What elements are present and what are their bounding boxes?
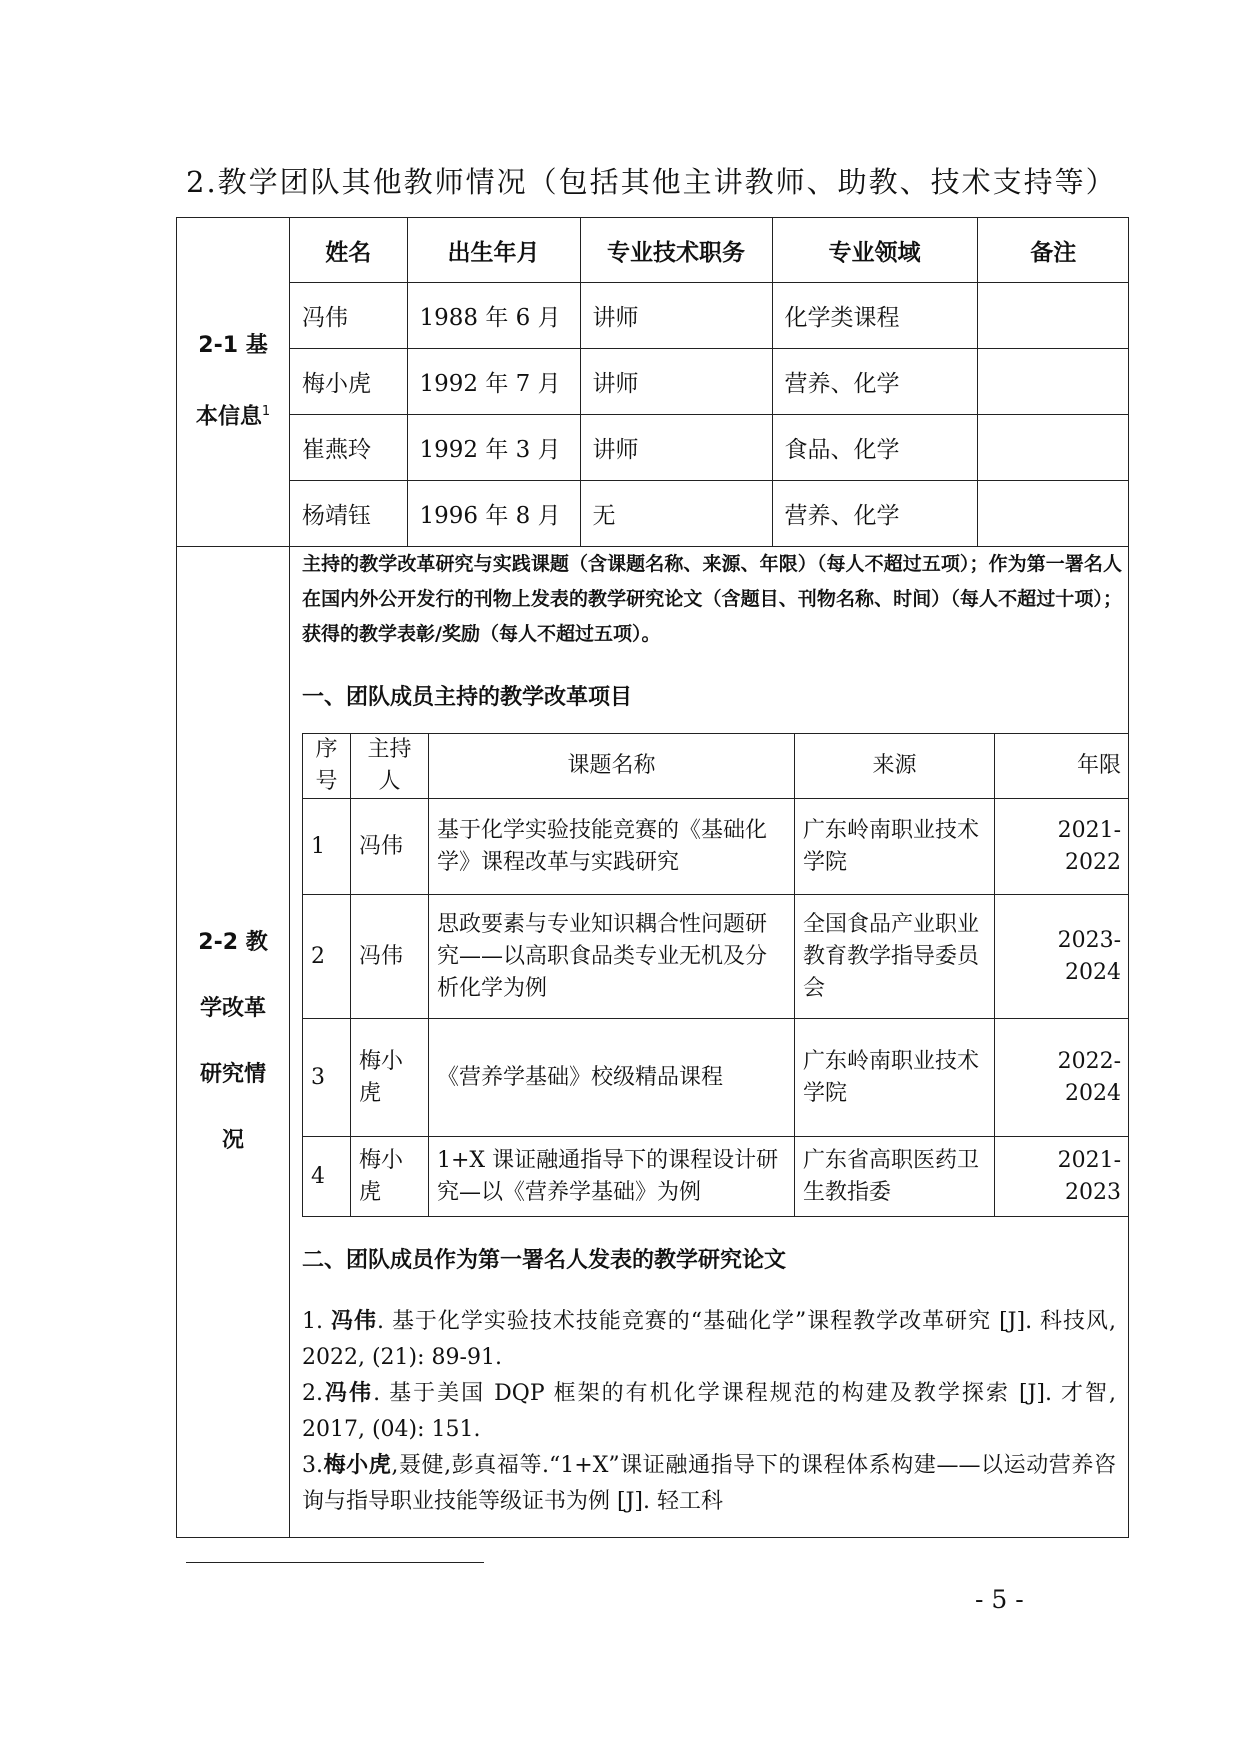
col-header-project-name: 课题名称 <box>429 734 795 799</box>
col-header-host: 主持人 <box>351 734 429 799</box>
papers-list <box>290 1304 1128 1520</box>
cell-project-name: 1+X 课证融通指导下的课程设计研究—以《营养学基础》为例 <box>429 1137 795 1217</box>
section-heading: 2.教学团队其他教师情况（包括其他主讲教师、助教、技术支持等） <box>186 165 1117 199</box>
cell-project-name: 《营养学基础》校级精品课程 <box>429 1019 795 1137</box>
col-header-field: 专业领域 <box>772 218 977 283</box>
paper-author: 梅小虎 <box>323 1453 392 1478</box>
paper-author: 冯伟 <box>330 1309 377 1334</box>
page-number: - 5 - <box>975 1585 1024 1614</box>
cell-project-name: 思政要素与专业知识耦合性问题研究——以高职食品类专业无机及分析化学为例 <box>429 895 795 1019</box>
paper-author: 冯伟 <box>323 1381 374 1406</box>
papers-title: 二、团队成员作为第一署名人发表的教学研究论文 <box>302 1248 787 1273</box>
basic-info-label-text: 2-1 基本信息 <box>195 333 268 430</box>
basic-info-label <box>177 218 290 547</box>
cell-no: 1 <box>303 799 351 895</box>
table-row <box>303 1019 1129 1137</box>
cell-source: 广东省高职医药卫生教指委 <box>795 1137 995 1217</box>
cell-no: 3 <box>303 1019 351 1137</box>
paper-citation: ,聂健,彭真福等.“1+X”课证融通指导下的课程体系构建——以运动营养咨询与指导职业技能等级证书为例 [J]. 轻工科 <box>302 1453 1116 1514</box>
table-row <box>290 481 1129 547</box>
cell-name: 杨靖钰 <box>290 481 407 547</box>
col-header-birth: 出生年月 <box>407 218 580 283</box>
basic-info-header-row <box>290 218 1129 283</box>
col-header-source: 来源 <box>795 734 995 799</box>
paper-citation: . 基于化学实验技术技能竞赛的“基础化学”课程教学改革研究 [J]. 科技风, 2022, (21): 89-91. <box>302 1309 1116 1370</box>
projects-title: 一、团队成员主持的教学改革项目 <box>302 685 633 710</box>
cell-years: 2022-2024 <box>995 1019 1129 1137</box>
col-header-no: 序号 <box>303 734 351 799</box>
cell-years: 2021-2022 <box>995 799 1129 895</box>
col-header-note: 备注 <box>977 218 1129 283</box>
cell-host: 冯伟 <box>351 895 429 1019</box>
cell-source: 全国食品产业职业教育教学指导委员会 <box>795 895 995 1019</box>
cell-birth: 1992 年 7 月 <box>407 349 580 415</box>
cell-name: 崔燕玲 <box>290 415 407 481</box>
cell-field: 食品、化学 <box>772 415 977 481</box>
cell-title: 无 <box>580 481 772 547</box>
paper-number: 3. <box>302 1453 323 1478</box>
cell-title: 讲师 <box>580 415 772 481</box>
cell-no: 4 <box>303 1137 351 1217</box>
paper-number: 2. <box>302 1381 323 1406</box>
cell-title: 讲师 <box>580 349 772 415</box>
cell-project-name: 基于化学实验技能竞赛的《基础化学》课程改革与实践研究 <box>429 799 795 895</box>
paper-citation: . 基于美国 DQP 框架的有机化学课程规范的构建及教学探索 [J]. 才智, 2017, (04): 151. <box>302 1381 1116 1442</box>
table-row <box>290 415 1129 481</box>
col-header-years: 年限 <box>995 734 1129 799</box>
col-header-name: 姓名 <box>290 218 407 283</box>
cell-title: 讲师 <box>580 283 772 349</box>
projects-table <box>302 733 1128 1217</box>
cell-note <box>977 283 1129 349</box>
table-row <box>303 895 1129 1019</box>
paper-item <box>290 1304 1128 1376</box>
footnote-marker: 1 <box>261 404 271 420</box>
table-row <box>290 349 1129 415</box>
footnote-separator <box>186 1562 484 1563</box>
cell-birth: 1996 年 8 月 <box>407 481 580 547</box>
section-intro: 主持的教学改革研究与实践课题（含课题名称、来源、年限）（每人不超过五项）；作为第一署名人在国内外公开发行的刊物上发表的教学研究论文（含题目、刊物名称、时间）（每人不超过十项）；获得的教学表彰/奖励（每人不超过五项）。 <box>302 553 1122 645</box>
cell-name: 冯伟 <box>290 283 407 349</box>
cell-source: 广东岭南职业技术学院 <box>795 1019 995 1137</box>
cell-years: 2021-2023 <box>995 1137 1129 1217</box>
cell-name: 梅小虎 <box>290 349 407 415</box>
cell-host: 梅小虎 <box>351 1137 429 1217</box>
cell-source: 广东岭南职业技术学院 <box>795 799 995 895</box>
team-table <box>176 217 1129 1538</box>
cell-note <box>977 349 1129 415</box>
cell-years: 2023-2024 <box>995 895 1129 1019</box>
basic-info-table <box>290 218 1129 546</box>
cell-no: 2 <box>303 895 351 1019</box>
cell-note <box>977 481 1129 547</box>
col-header-title: 专业技术职务 <box>580 218 772 283</box>
cell-note <box>977 415 1129 481</box>
cell-field: 营养、化学 <box>772 481 977 547</box>
table-row <box>290 283 1129 349</box>
cell-field: 营养、化学 <box>772 349 977 415</box>
teaching-reform-label <box>177 547 290 1538</box>
cell-birth: 1988 年 6 月 <box>407 283 580 349</box>
paper-item <box>290 1448 1128 1520</box>
cell-host: 梅小虎 <box>351 1019 429 1137</box>
cell-host: 冯伟 <box>351 799 429 895</box>
cell-field: 化学类课程 <box>772 283 977 349</box>
projects-header-row <box>303 734 1129 799</box>
table-row <box>303 1137 1129 1217</box>
cell-birth: 1992 年 3 月 <box>407 415 580 481</box>
paper-number: 1. <box>302 1309 331 1334</box>
paper-item <box>290 1376 1128 1448</box>
teaching-reform-label-text: 2-2 教学改革研究情况 <box>198 930 268 1153</box>
table-row <box>303 799 1129 895</box>
